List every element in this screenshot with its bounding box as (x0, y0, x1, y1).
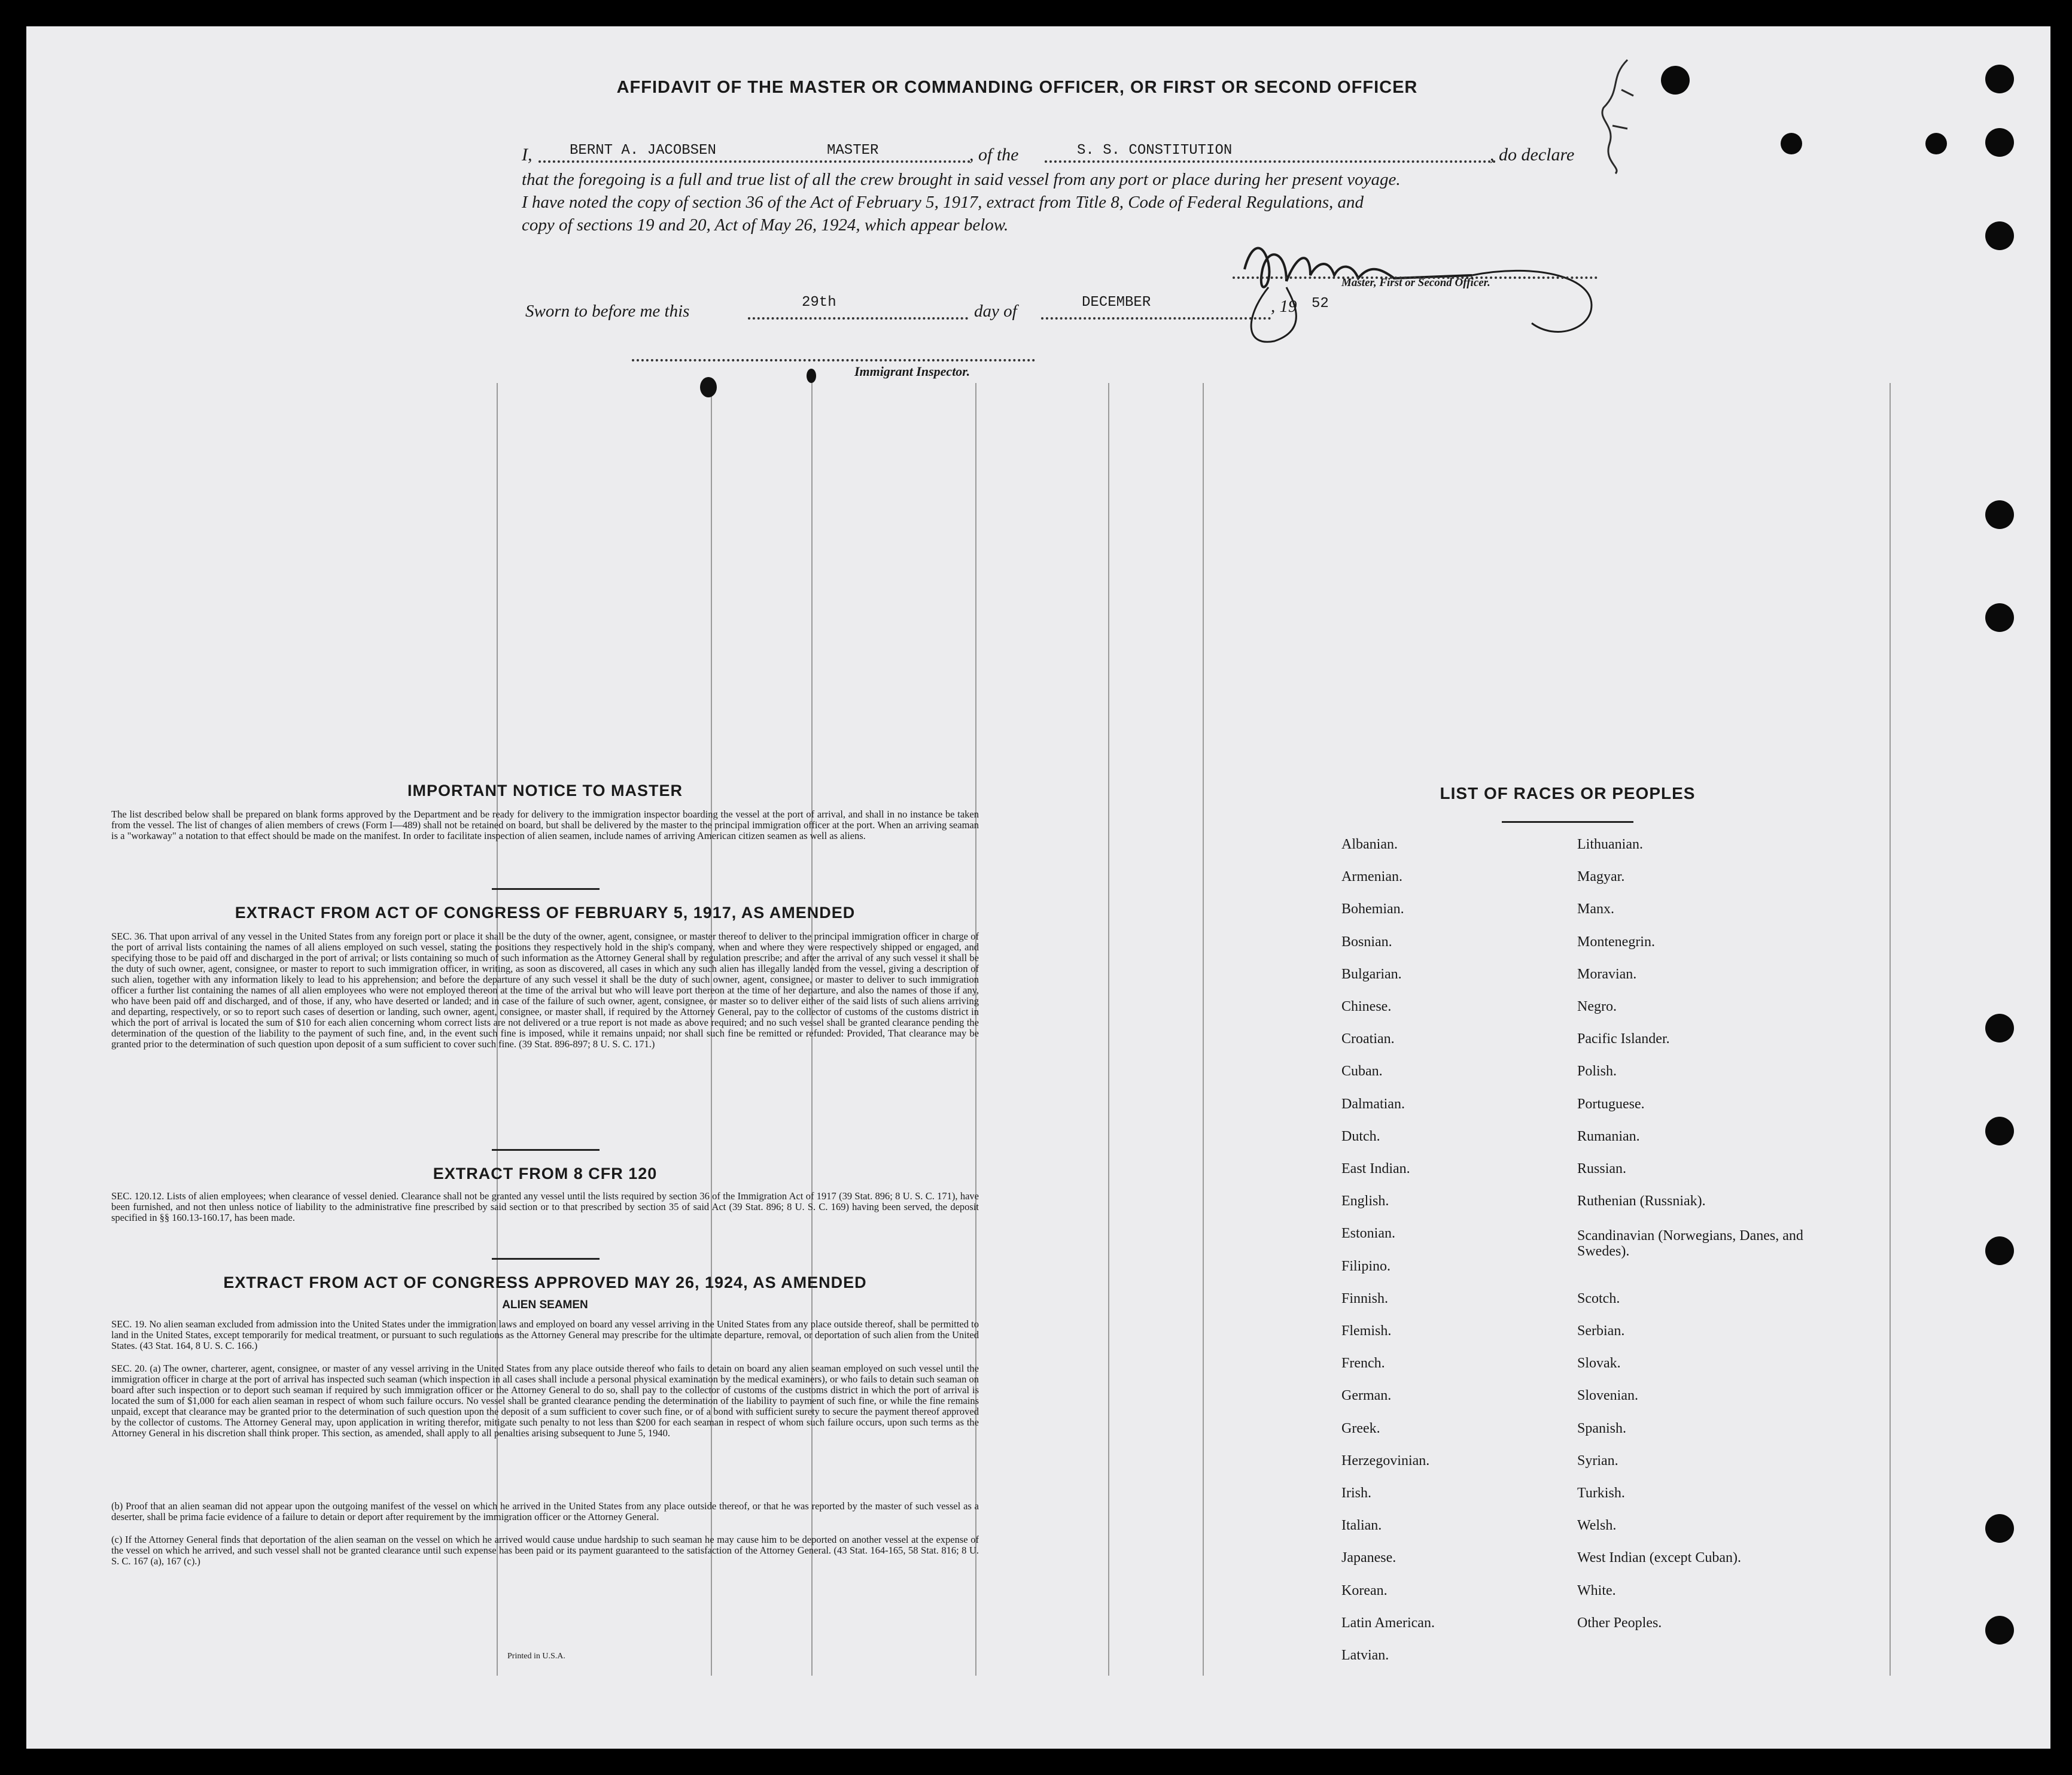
punch-hole (1985, 1514, 2014, 1543)
race-item: Scotch. (1577, 1290, 1620, 1306)
affidavit-line-2: that the foregoing is a full and true list of all the crew brought in said vessel from any port or place during her present voyage. (522, 170, 1401, 189)
race-item: Bulgarian. (1341, 966, 1402, 982)
month-field-line (1041, 317, 1271, 320)
race-item: Herzegovinian. (1341, 1452, 1430, 1469)
document-page (26, 26, 2050, 1749)
section-divider (492, 1258, 600, 1260)
race-item: Manx. (1577, 901, 1614, 917)
race-item: Finnish. (1341, 1290, 1389, 1306)
race-item: Dalmatian. (1341, 1096, 1405, 1112)
column-line (1890, 383, 1891, 1676)
race-item: Pacific Islander. (1577, 1031, 1670, 1047)
race-item: Portuguese. (1577, 1096, 1645, 1112)
race-item: Greek. (1341, 1420, 1380, 1436)
race-item: French. (1341, 1355, 1385, 1372)
race-item: English. (1341, 1193, 1389, 1209)
affidavit-line-3: I have noted the copy of section 36 of the Act of February 5, 1917, extract from Title 8, Code of Federal Regulations, and (522, 193, 1364, 212)
race-item: Scandinavian (Norwegians, Danes, and Swedes). (1577, 1228, 1803, 1260)
extract-cfr-body: SEC. 120.12. Lists of alien employees; when clearance of vessel denied. Clearance shall not be granted any vessel until the lists required by section 36 of the Immigration Act of 1917 (39 Stat. 896; 8 U. S. C. 171), have been furnished, and not then unless notice of liability to the administrative fine prescribed by said section or to that prescribed by section 35 of said Act (39 Stat. 896; 8 U. S. C. 169) having been served, the deposit specified in §§ 160.13-160.17, has been made. (111, 1190, 979, 1223)
affidavit-title: AFFIDAVIT OF THE MASTER OR COMMANDING OFFICER, OR FIRST OR SECOND OFFICER (616, 78, 1418, 97)
race-item: Croatian. (1341, 1031, 1395, 1047)
master-signature (1221, 227, 1604, 359)
section-divider (1502, 821, 1633, 823)
extract-1924-sec20c: (c) If the Attorney General finds that deportation of the alien seaman on the vessel on which he arrived would cause undue hardship to such seaman he may cause him to be deported on another vessel at the expense of the vessel on which he arrived, and such vessel shall not be granted clearance until such expense has been paid or its payment guaranteed to the satisfaction of the Attorney General. (43 Stat. 164-165, 58 Stat. 816; 8 U. S. C. 167 (a), 167 (c).) (111, 1534, 979, 1567)
year-prefix: , 19 (1271, 297, 1297, 316)
extract-1924-sec20a: SEC. 20. (a) The owner, charterer, agent, consignee, or master of any vessel arriving in the United States from any place outside thereof who fails to detain on board any alien seaman employed on such vessel until the immigration officer in charge at the port of arrival has inspected such seaman (which inspection in all cases shall include a personal physical examination by the medical examiners), or who fails to detain such seaman on board after such inspection or to deport such seaman if required by such immigration officer or the Attorney General to do so, shall pay to the collector of customs of the customs district in which the port of arrival is located the sum of $1,000 for each alien seaman in respect of whom such failure occurs. No vessel shall be granted clearance pending the determination of the liability to payment of such fine, or while the fine remains unpaid, except that clearance may be granted prior to the determination of such question upon the deposit of a sum sufficient to cover such fine, or of a bond with sufficient surety to secure the payment thereof approved by the collector of customs. The Attorney General may, upon application in writing therefor, mitigate such penalty to not less than $200 for each seaman in respect of whom such failure occurs, upon such terms as the Attorney General in his discretion shall think proper. This section, as amended, shall apply to all penalties arising subsequent to June 5, 1940. (111, 1363, 979, 1439)
month-field: DECEMBER (1082, 294, 1151, 311)
race-item: Moravian. (1577, 966, 1637, 982)
race-item: Estonian. (1341, 1226, 1395, 1242)
race-item: Latvian. (1341, 1648, 1389, 1663)
punch-hole (1781, 133, 1802, 154)
notice-title: IMPORTANT NOTICE TO MASTER (407, 782, 683, 800)
race-item: Bohemian. (1341, 901, 1404, 917)
vessel-field-line (1045, 160, 1496, 163)
of-the-label: , of the (969, 145, 1019, 165)
ink-blot (700, 377, 717, 397)
race-item: Turkish. (1577, 1485, 1625, 1501)
rank-field: MASTER (827, 142, 879, 159)
inspector-signature-line (632, 359, 1035, 361)
punch-hole (1985, 1014, 2014, 1042)
punch-hole (1985, 221, 2014, 250)
race-item: Polish. (1577, 1063, 1617, 1080)
race-item: Dutch. (1341, 1128, 1380, 1144)
race-item: Italian. (1341, 1518, 1382, 1534)
punch-hole (1985, 500, 2014, 529)
section-divider (492, 888, 600, 890)
race-item: Slovenian. (1577, 1388, 1638, 1404)
punch-hole (1985, 1616, 2014, 1645)
punch-hole (1985, 1236, 2014, 1265)
race-item: Japanese. (1341, 1550, 1396, 1566)
sworn-label: Sworn to before me this (525, 302, 690, 321)
extract-cfr-title: EXTRACT FROM 8 CFR 120 (433, 1165, 658, 1183)
race-item: Rumanian. (1577, 1128, 1640, 1144)
inspector-caption: Immigrant Inspector. (854, 364, 970, 379)
pronoun: I, (522, 145, 533, 165)
race-item: Irish. (1341, 1485, 1371, 1501)
signature-caption: Master, First or Second Officer. (1341, 276, 1490, 289)
race-item: Slovak. (1577, 1355, 1621, 1372)
races-title: LIST OF RACES OR PEOPLES (1440, 784, 1696, 803)
extract-1917-title: EXTRACT FROM ACT OF CONGRESS OF FEBRUARY 5, 1917, AS AMENDED (235, 904, 856, 922)
race-item: Syrian. (1577, 1452, 1618, 1469)
section-divider (492, 1149, 600, 1151)
day-field-line (748, 317, 968, 320)
day-field: 29th (802, 294, 836, 311)
race-item: Armenian. (1341, 869, 1402, 885)
day-of-label: day of (974, 302, 1017, 321)
race-item: Filipino. (1341, 1258, 1391, 1274)
printed-in-usa: Printed in U.S.A. (507, 1652, 565, 1661)
name-field-line (538, 160, 970, 163)
race-item: West Indian (except Cuban). (1577, 1550, 1741, 1566)
do-declare-label: , do declare (1490, 145, 1575, 165)
race-item: Serbian. (1577, 1323, 1625, 1339)
punch-hole (1985, 128, 2014, 157)
race-item: Magyar. (1577, 869, 1625, 885)
race-item: Cuban. (1341, 1063, 1383, 1080)
race-item: German. (1341, 1388, 1392, 1404)
extract-1924-sec20b: (b) Proof that an alien seaman did not appear upon the outgoing manifest of the vessel on which he arrived in the United States from any place outside thereof, or that he was reported by the master of such vessel as a deserter, shall be prima facie evidence of a failure to detain or deport after requirement by the immigration officer or the Attorney General. (111, 1500, 979, 1522)
affidavit-line-4: copy of sections 19 and 20, Act of May 26, 1924, which appear below. (522, 215, 1009, 235)
name-field: BERNT A. JACOBSEN (570, 142, 716, 159)
race-item: Flemish. (1341, 1323, 1392, 1339)
race-item: Montenegrin. (1577, 934, 1655, 950)
race-item: East Indian. (1341, 1161, 1410, 1177)
race-item: Russian. (1577, 1161, 1627, 1177)
punch-hole (1985, 65, 2014, 93)
column-line (1108, 383, 1109, 1676)
notice-body: The list described below shall be prepared on blank forms approved by the Department and be ready for delivery to the immigration inspector boarding the vessel at the port of arrival, and shall in no instance be taken from the vessel. The list of changes of alien members of crews (Form I—489) shall not be retained on board, but shall be delivered by the master to the principal immigration officer at the port. When an arriving seaman is a "workaway" a notation to that effect should be made on the manifest. In order to facilitate inspection of alien seamen, include names of arriving American citizen seamen as well as aliens. (111, 809, 979, 841)
race-item: Latin American. (1341, 1615, 1435, 1631)
race-item: Chinese. (1341, 999, 1392, 1014)
race-item: Other Peoples. (1577, 1615, 1662, 1631)
punch-hole (1985, 603, 2014, 632)
race-item: Spanish. (1577, 1420, 1627, 1436)
column-line (1203, 383, 1204, 1676)
year-field: 52 (1312, 296, 1329, 312)
extract-1924-sec19: SEC. 19. No alien seaman excluded from admission into the United States under the immigration laws and employed on board any vessel arriving in the United States from any place outside thereof, shall be permitted to land in the United States, except temporarily for medical treatment, or pursuant to such regulations as the Attorney General may prescribe for the ultimate departure, removal, or deportation of such alien from the United States. (43 Stat. 164, 8 U. S. C. 166.) (111, 1318, 979, 1351)
ink-blot (807, 369, 816, 383)
race-item: Bosnian. (1341, 934, 1392, 950)
race-item: White. (1577, 1582, 1616, 1598)
race-item: Lithuanian. (1577, 837, 1643, 852)
punch-hole (1661, 66, 1690, 95)
punch-hole (1985, 1117, 2014, 1145)
race-item: Negro. (1577, 999, 1617, 1014)
extract-1917-body: SEC. 36. That upon arrival of any vessel in the United States from any foreign port or place it shall be the duty of the owner, agent, consignee, or master thereof to deliver to the principal immigration officer in charge of the port of arrival lists containing the names of all aliens employed on such vessel, stating the positions they respectively hold in the ship's company, when and where they were respectively shipped or engaged, and specifying those to be paid off and discharged in the port of arrival; or lists containing so much of such information as the Attorney General shall by regulation prescribe; and after the arrival of any such vessel it shall be the duty of such owner, agent, consignee, or master to report to such immigration officer, in writing, as soon as discovered, all cases in which any such alien has illegally landed from the vessel, giving a description of such alien, together with any information likely to lead to his apprehension; and before the departure of any such vessel it shall be the duty of such owner, agent, consignee, or master to deliver to such immigration officer a further list containing the names of all alien employees who were not employed thereon at the time of the arrival but who will leave port thereon at the time of her departure, and also the names of those if any, who have been paid off and discharged, and of those, if any, who have deserted or landed; and in case of the failure of such owner, agent, consignee, or master so to deliver either of the said lists of such aliens arriving and departing, respectively, or so to report such cases of desertion or landing, such owner, agent, consignee, or master shall, if required by the Attorney General, pay to the collector of customs of the customs district in which the port of arrival is located the sum of $10 for each alien concerning whom correct lists are not delivered or a true report is not made as above required; and no such vessel shall be granted clearance pending the determination of the question of the liability to the payment of such fine, and, in the event such fine is imposed, while it remains unpaid; nor shall such fine be remitted or refunded: Provided, That clearance may be granted prior to the determination of such question upon deposit of a sum sufficient to cover such fine. (39 Stat. 896-897; 8 U. S. C. 171.) (111, 931, 979, 1050)
handwritten-initials (1586, 54, 1645, 180)
extract-1924-title: EXTRACT FROM ACT OF CONGRESS APPROVED MAY 26, 1924, AS AMENDED (223, 1273, 867, 1291)
race-item: Korean. (1341, 1582, 1388, 1598)
race-item: Ruthenian (Russniak). (1577, 1193, 1706, 1209)
vessel-field: S. S. CONSTITUTION (1077, 142, 1233, 159)
punch-hole (1925, 133, 1947, 154)
race-item: Albanian. (1341, 837, 1398, 852)
race-item: Welsh. (1577, 1518, 1617, 1534)
extract-1924-subtitle: ALIEN SEAMEN (502, 1299, 588, 1311)
